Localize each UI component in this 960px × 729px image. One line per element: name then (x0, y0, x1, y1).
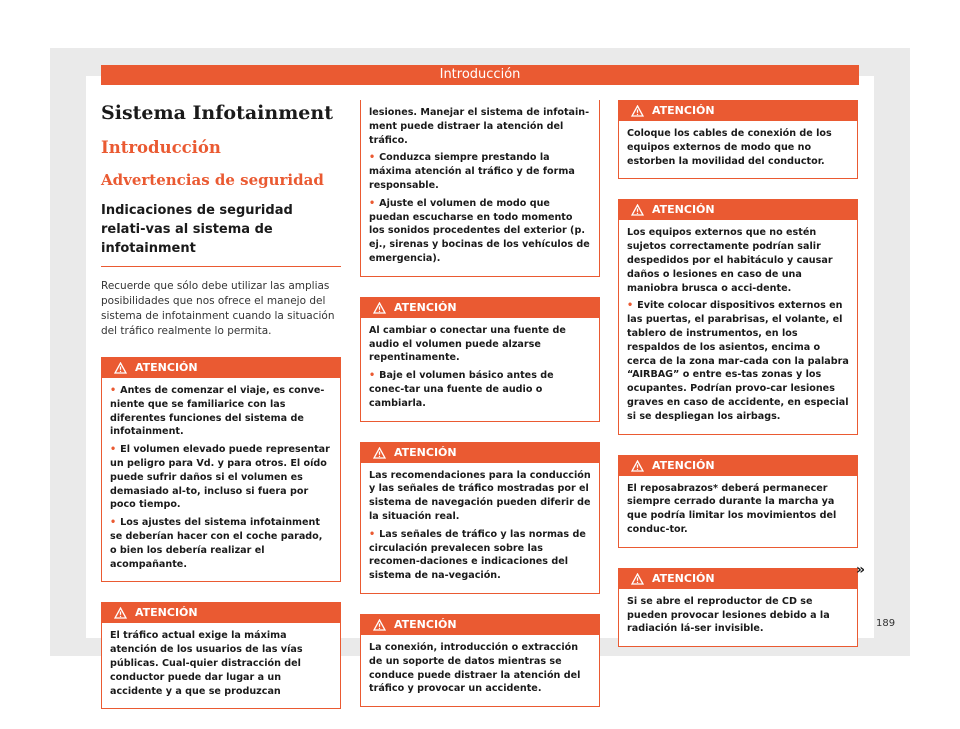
warning-box-2-continued (360, 100, 600, 277)
warning-header (619, 456, 857, 476)
warning-text: Los equipos externos que no estén sujetos correctamente podrían salir despedidos por el habitáculo y causar daños o lesiones en caso de una maniobra brusca o acci-dente. (627, 227, 833, 294)
subsection-heading: Indicaciones de seguridad relati-vas al sistema de infotainment (101, 201, 341, 267)
warning-text: Si se abre el reproductor de CD se pueden provocar lesiones debido a la radiación lá-ser invisible. (627, 595, 830, 635)
warning-header (361, 298, 599, 318)
warning-label: ATENCIÓN (652, 203, 715, 217)
bullet-icon: • (369, 152, 376, 164)
title-heading: Sistema Infotainment (101, 102, 333, 124)
list-item: • Ajuste el volumen de modo que puedan escucharse en todo momento los sonidos procedentes del exterior (p. ej., sirenas y bocinas de los vehículos de emergencia). (369, 197, 590, 264)
warning-label: ATENCIÓN (394, 617, 457, 631)
warning-triangle-icon (631, 204, 644, 216)
warning-triangle-icon (373, 447, 386, 459)
warning-box-1 (101, 357, 341, 582)
warning-text: El reposabrazos* deberá permanecer siempre cerrado durante la marcha ya que podría limitar los movimientos del conduc-tor. (627, 482, 837, 535)
column-3 (618, 100, 858, 667)
warning-box-2 (101, 602, 341, 709)
warning-body (361, 463, 599, 593)
column-1 (101, 100, 341, 729)
warning-body (361, 100, 599, 276)
warning-body (619, 121, 857, 178)
column-2 (360, 100, 600, 727)
warning-body (102, 623, 340, 708)
bullet-icon: • (110, 517, 117, 529)
warning-box-5 (360, 614, 600, 707)
bullet-icon: • (110, 444, 117, 456)
list-item: • Las señales de tráfico y las normas de circulación prevalecen sobre las recomen-daciones e indicaciones del sistema de na-vegación. (369, 528, 586, 582)
bullet-icon: • (369, 197, 376, 209)
bullet-icon: • (369, 370, 376, 382)
warning-triangle-icon (114, 362, 127, 374)
bullet-icon: • (369, 528, 376, 540)
continue-mark: » (856, 562, 866, 578)
list-item: • Conduzca siempre prestando la máxima atención al tráfico y de forma responsable. (369, 152, 575, 191)
warning-body (619, 220, 857, 433)
warning-body (619, 476, 857, 547)
warning-header (619, 569, 857, 589)
warning-triangle-icon (373, 302, 386, 314)
warning-header (102, 358, 340, 378)
list-item: • Evite colocar dispositivos externos en las puertas, el parabrisas, el volante, el tablero de instrumentos, en los respaldos de los asientos, encima o cerca de la zona mar-cada con la palabra “AIRBAG” o entre es-tas zonas y los ocupantes. Podrían provo-car lesiones graves en caso de accidente, en especial si se despliegan los airbags. (627, 300, 849, 422)
list-item: • Baje el volumen básico antes de conec-tar una fuente de audio o cambiarla. (369, 370, 554, 409)
warning-text: Las recomendaciones para la conducción y las señales de tráfico mostradas por el sistema de navegación pueden diferir de la situación real. (369, 469, 591, 522)
warning-body (361, 318, 599, 421)
warning-header (361, 615, 599, 635)
warning-label: ATENCIÓN (394, 445, 457, 459)
warning-box-4 (360, 442, 600, 594)
warning-box-3 (360, 297, 600, 422)
warning-triangle-icon (631, 460, 644, 472)
warning-box-7 (618, 199, 858, 434)
warning-triangle-icon (373, 619, 386, 631)
warning-label: ATENCIÓN (394, 300, 457, 314)
intro-paragraph: Recuerde que sólo debe utilizar las amplias posibilidades que nos ofrece el manejo del sistema de infotainment cuando la situación del tráfico realmente lo permita. (101, 280, 335, 337)
warning-triangle-icon (631, 105, 644, 117)
warning-box-8 (618, 455, 858, 548)
warning-text: Coloque los cables de conexión de los equipos externos de modo que no estorben la movilidad del conductor. (627, 128, 832, 167)
safety-heading: Advertencias de seguridad (101, 171, 324, 189)
warning-text: Al cambiar o conectar una fuente de audio el volumen puede alzarse repentinamente. (369, 324, 566, 364)
warning-label: ATENCIÓN (652, 458, 715, 472)
warning-text: lesiones. Manejar el sistema de infotain-ment puede distraer la atención del tráfico. (369, 107, 590, 146)
warning-text: El tráfico actual exige la máxima atención de los usuarios de las vías públicas. Cual-quier distracción del conductor puede dar lugar a un accidente y a que se produzcan (110, 630, 303, 697)
warning-box-9 (618, 568, 858, 647)
warning-header (102, 603, 340, 623)
intro-heading: Introducción (101, 138, 221, 157)
page-number: 189 (876, 618, 896, 629)
warning-triangle-icon (631, 573, 644, 585)
list-item: • El volumen elevado puede representar un peligro para Vd. y para otros. El oído puede sufrir daños si el volumen es demasiado al-to, incluso si fuera por poco tiempo. (110, 444, 330, 511)
warning-box-6 (618, 100, 858, 179)
bullet-icon: • (110, 385, 117, 396)
warning-label: ATENCIÓN (652, 571, 715, 585)
warning-triangle-icon (114, 607, 127, 619)
warning-body (619, 589, 857, 646)
bullet-icon: • (627, 300, 634, 312)
warning-body (361, 635, 599, 706)
warning-text: La conexión, introducción o extracción de un soporte de datos mientras se conduce puede distraer la atención del tráfico y provocar un accidente. (369, 641, 581, 695)
warning-label: ATENCIÓN (135, 606, 198, 620)
warning-header (619, 200, 857, 220)
list-item: • Los ajustes del sistema infotainment se deberían hacer con el coche parado, o bien los debería realizar el acompañante. (110, 517, 323, 570)
list-item: • Antes de comenzar el viaje, es conve-niente que se familiarice con las diferentes funciones del sistema de infotainment. (110, 385, 325, 438)
section-header: Introducción (101, 65, 859, 85)
warning-label: ATENCIÓN (652, 104, 715, 117)
warning-header (361, 443, 599, 463)
warning-body (102, 378, 340, 581)
warning-header (619, 101, 857, 121)
warning-label: ATENCIÓN (135, 361, 198, 374)
